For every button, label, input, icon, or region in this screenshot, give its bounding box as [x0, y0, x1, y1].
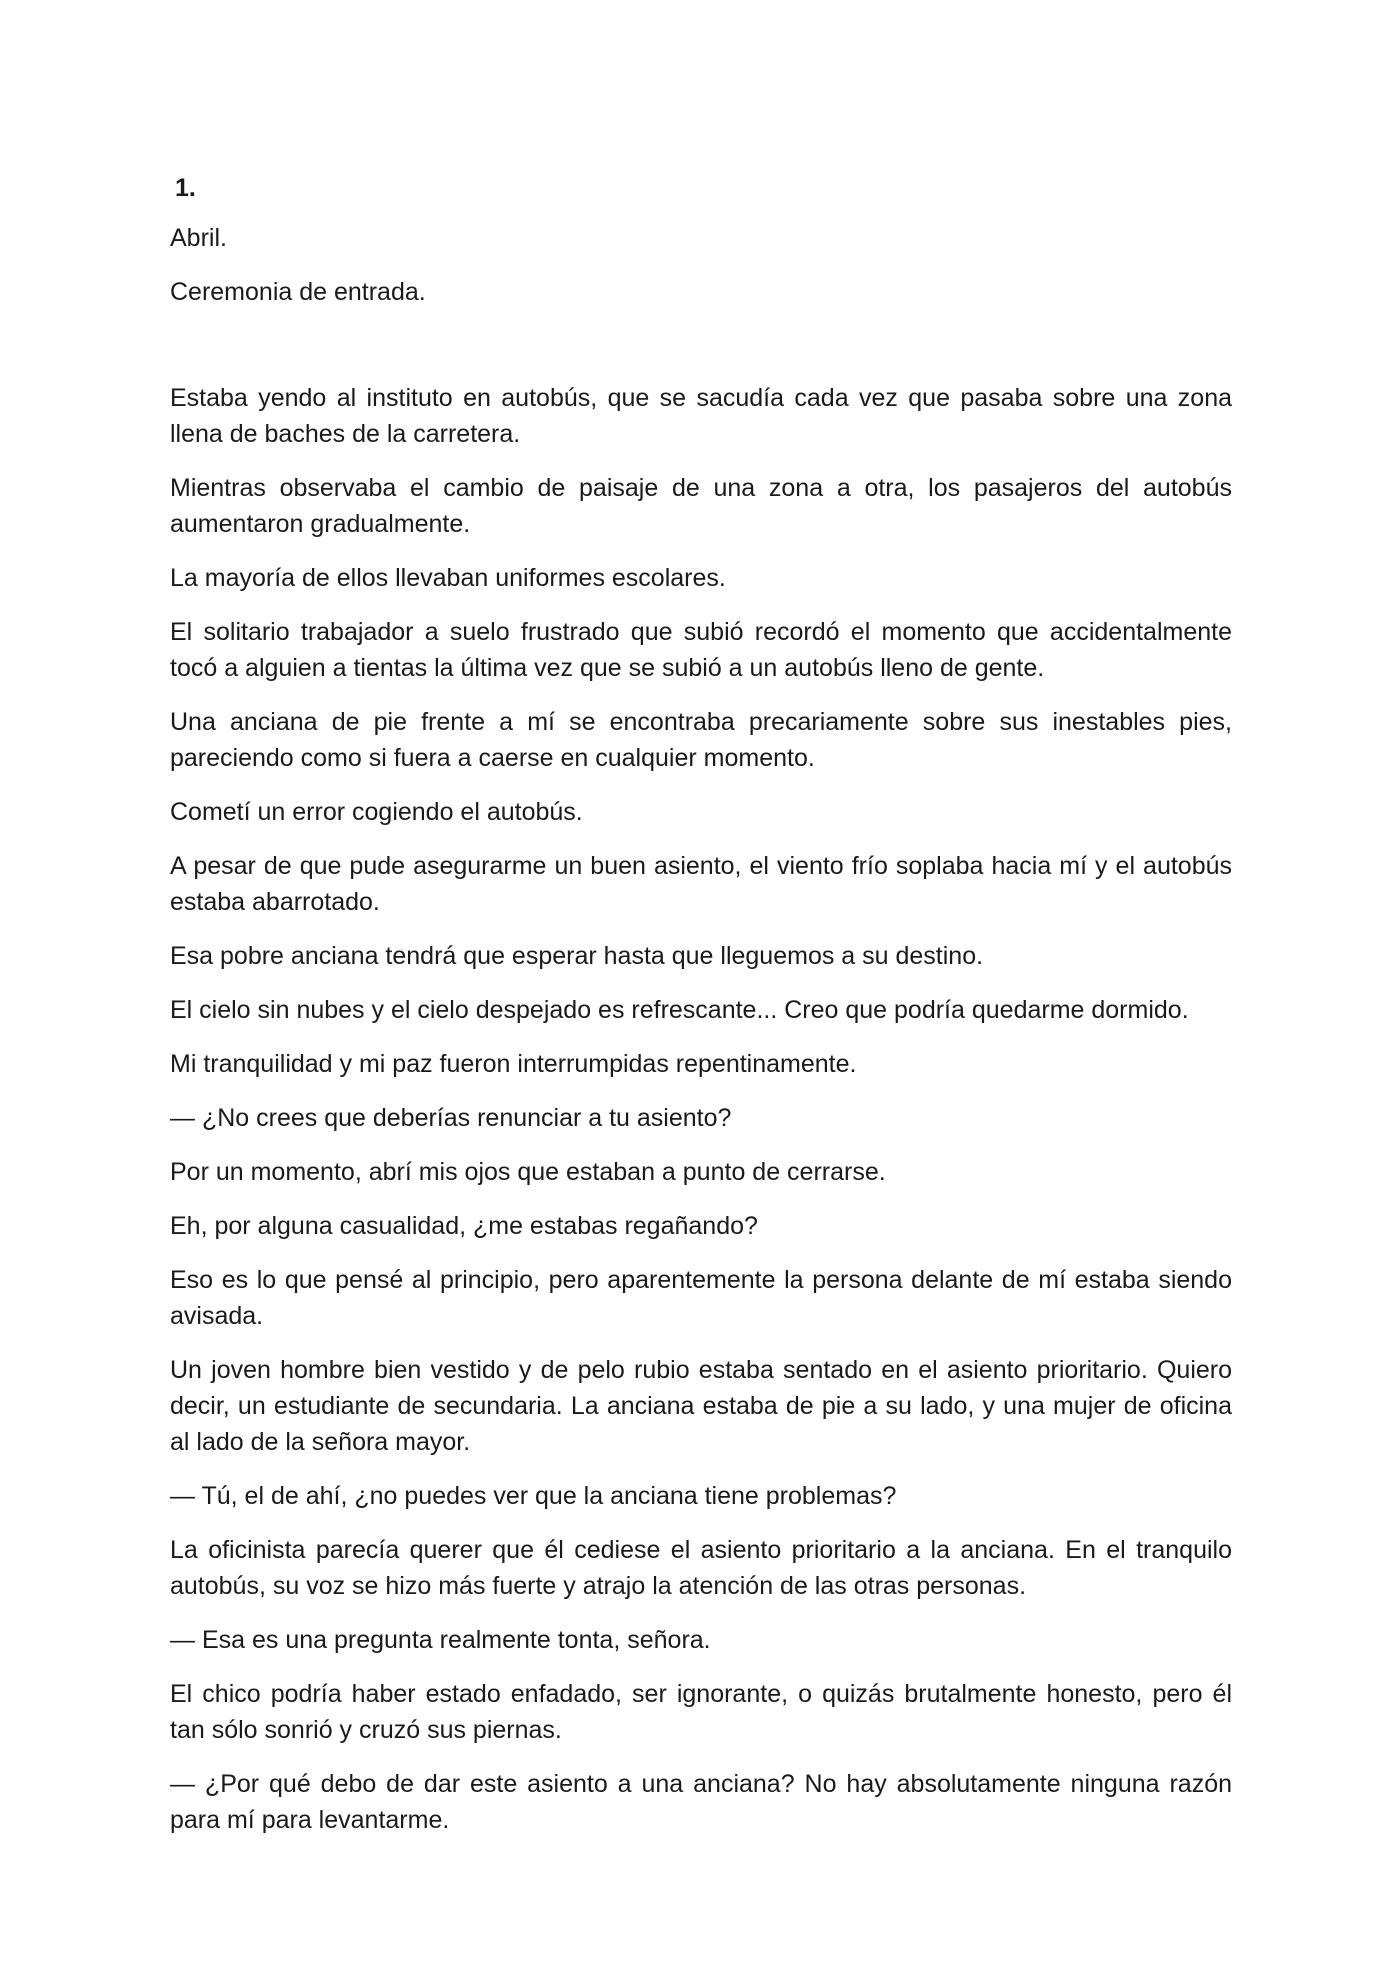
paragraph: Mientras observaba el cambio de paisaje de una zona a otra, los pasajeros del autobús aumentaron gradualmente.: [170, 474, 1232, 538]
paragraph: Una anciana de pie frente a mí se encontraba precariamente sobre sus inestables pies, pareciendo como si fuera a caerse en cualquier momento.: [170, 708, 1232, 772]
dialogue-paragraph: — ¿Por qué debo de dar este asiento a una anciana? No hay absolutamente ninguna razón para mí para levantarme.: [170, 1770, 1232, 1834]
paragraph: El cielo sin nubes y el cielo despejado es refrescante... Creo que podría quedarme dormido.: [170, 996, 1189, 1024]
paragraph: A pesar de que pude asegurarme un buen asiento, el viento frío soplaba hacia mí y el autobús estaba abarrotado.: [170, 852, 1232, 916]
paragraph: Estaba yendo al instituto en autobús, que se sacudía cada vez que pasaba sobre una zona llena de baches de la carretera.: [170, 384, 1232, 448]
dialogue-paragraph: — ¿No crees que deberías renunciar a tu asiento?: [170, 1104, 732, 1132]
paragraph: Eso es lo que pensé al principio, pero aparentemente la persona delante de mí estaba siendo avisada.: [170, 1266, 1232, 1330]
paragraph: Esa pobre anciana tendrá que esperar hasta que lleguemos a su destino.: [170, 942, 984, 970]
dialogue-paragraph: — Esa es una pregunta realmente tonta, señora.: [170, 1626, 711, 1654]
paragraph: La oficinista parecía querer que él cediese el asiento prioritario a la anciana. En el tranquilo autobús, su voz se hizo más fuerte y atrajo la atención de las otras personas.: [170, 1536, 1232, 1600]
chapter-number: 1.: [175, 174, 196, 202]
intro-month: Abril.: [170, 224, 227, 252]
section-spacer: [170, 328, 1232, 380]
paragraph: Por un momento, abrí mis ojos que estaban a punto de cerrarse.: [170, 1158, 886, 1186]
paragraph: Cometí un error cogiendo el autobús.: [170, 798, 583, 826]
paragraph: Mi tranquilidad y mi paz fueron interrumpidas repentinamente.: [170, 1050, 857, 1078]
paragraph: El solitario trabajador a suelo frustrado que subió recordó el momento que accidentalmente tocó a alguien a tientas la última vez que se subió a un autobús lleno de gente.: [170, 618, 1232, 682]
paragraph: Eh, por alguna casualidad, ¿me estabas regañando?: [170, 1212, 758, 1240]
paragraph: La mayoría de ellos llevaban uniformes escolares.: [170, 564, 726, 592]
paragraph: Un joven hombre bien vestido y de pelo rubio estaba sentado en el asiento prioritario. Quiero decir, un estudiante de secundaria. La anciana estaba de pie a su lado, y una mujer de oficina al lado de la señora mayor.: [170, 1356, 1232, 1456]
dialogue-paragraph: — Tú, el de ahí, ¿no puedes ver que la anciana tiene problemas?: [170, 1482, 897, 1510]
paragraph: El chico podría haber estado enfadado, ser ignorante, o quizás brutalmente honesto, pero él tan sólo sonrió y cruzó sus piernas.: [170, 1680, 1232, 1744]
paragraph-list: [170, 380, 1232, 1838]
document-body: [170, 170, 1232, 1856]
intro-event: Ceremonia de entrada.: [170, 278, 426, 306]
